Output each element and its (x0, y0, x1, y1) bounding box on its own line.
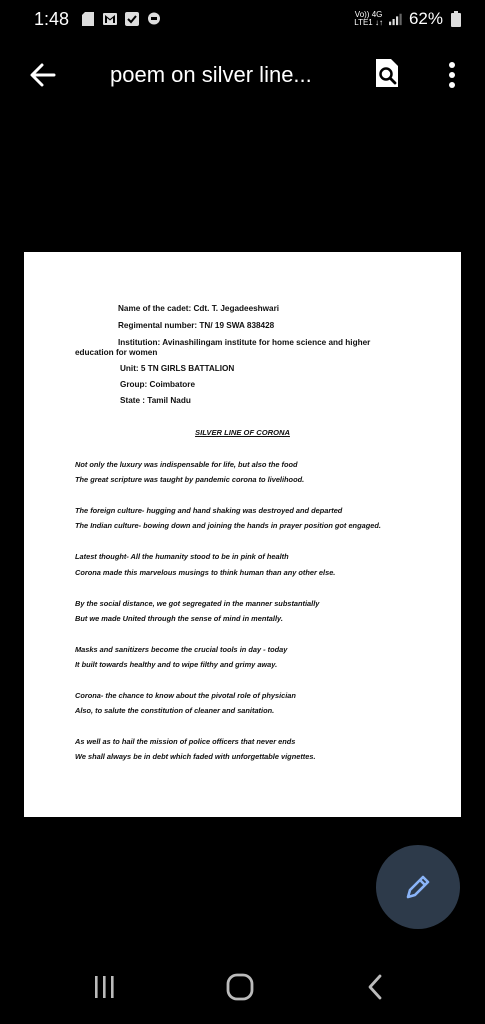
navigation-bar (0, 950, 485, 1024)
home-icon (225, 972, 255, 1002)
network-top: Vo)) 4G (354, 10, 383, 19)
poem-line: By the social distance, we got segregated in the manner substantially (75, 599, 320, 608)
poem-line: Latest thought- All the humanity stood to be in pink of health (75, 552, 289, 561)
more-options-button[interactable] (440, 58, 464, 92)
network-indicator (354, 11, 383, 27)
poem-line: The foreign culture- hugging and hand shaking was destroyed and departed (75, 506, 343, 515)
poem-line: Not only the luxury was indispensable for life, but also the food (75, 460, 298, 469)
institution: Institution: Avinashilingam institute for home science and higher (118, 338, 371, 347)
find-in-page-icon (370, 56, 404, 90)
poem-line: The great scripture was taught by pandemic corona to livelihood. (75, 475, 305, 484)
group: Group: Coimbatore (120, 380, 196, 389)
more-vert-icon (440, 58, 464, 92)
document-title: poem on silver line... (110, 62, 312, 87)
status-bar (0, 0, 485, 38)
pencil-icon (403, 872, 433, 902)
poem-line: Also, to salute the constitution of cleaner and sanitation. (75, 706, 275, 715)
edit-button[interactable] (376, 845, 460, 929)
poem-line: As well as to hail the mission of police officers that never ends (75, 737, 296, 746)
battery-icon (449, 12, 463, 26)
arrow-back-icon (26, 58, 60, 92)
find-in-page-button[interactable] (370, 56, 404, 90)
network-bottom: LTE1 ↓↑ (354, 18, 383, 27)
gmail-icon (103, 12, 117, 26)
poem-line: Masks and sanitizers become the crucial tools in day - today (75, 645, 288, 654)
home-button[interactable] (220, 970, 260, 1004)
poem-line: We shall always be in debt which faded with unforgettable vignettes. (75, 752, 316, 761)
recents-icon (89, 972, 119, 1002)
app-bar (0, 40, 485, 110)
poem-line: Corona- the chance to know about the pivotal role of physician (75, 691, 296, 700)
nav-back-icon (361, 972, 391, 1002)
institution-continued: education for women (75, 348, 158, 357)
poem-line: It built towards healthy and to wipe filthy and grimy away. (75, 660, 278, 669)
nav-back-button[interactable] (356, 970, 396, 1004)
back-button[interactable] (26, 58, 60, 92)
status-time: 1:48 (34, 8, 70, 29)
checkbox-icon (125, 12, 139, 26)
poem-line: The Indian culture- bowing down and joining the hands in prayer position got engaged. (75, 521, 381, 530)
poem-line: Corona made this marvelous musings to think human than any other else. (75, 568, 336, 577)
sd-card-icon (81, 12, 95, 26)
poem-heading: SILVER LINE OF CORONA (195, 428, 290, 437)
state: State : Tamil Nadu (120, 396, 191, 405)
unit: Unit: 5 TN GIRLS BATTALION (120, 364, 235, 373)
message-icon (147, 12, 161, 26)
regimental-number: Regimental number: TN/ 19 SWA 838428 (118, 321, 275, 330)
signal-icon (389, 12, 403, 26)
status-left (34, 9, 161, 30)
document-page (24, 252, 461, 817)
status-right (354, 9, 463, 29)
poem-line: But we made United through the sense of mind in mentally. (75, 614, 283, 623)
battery-percent: 62% (408, 9, 443, 28)
recents-button[interactable] (84, 970, 124, 1004)
cadet-name: Name of the cadet: Cdt. T. Jegadeeshwari (118, 304, 280, 313)
